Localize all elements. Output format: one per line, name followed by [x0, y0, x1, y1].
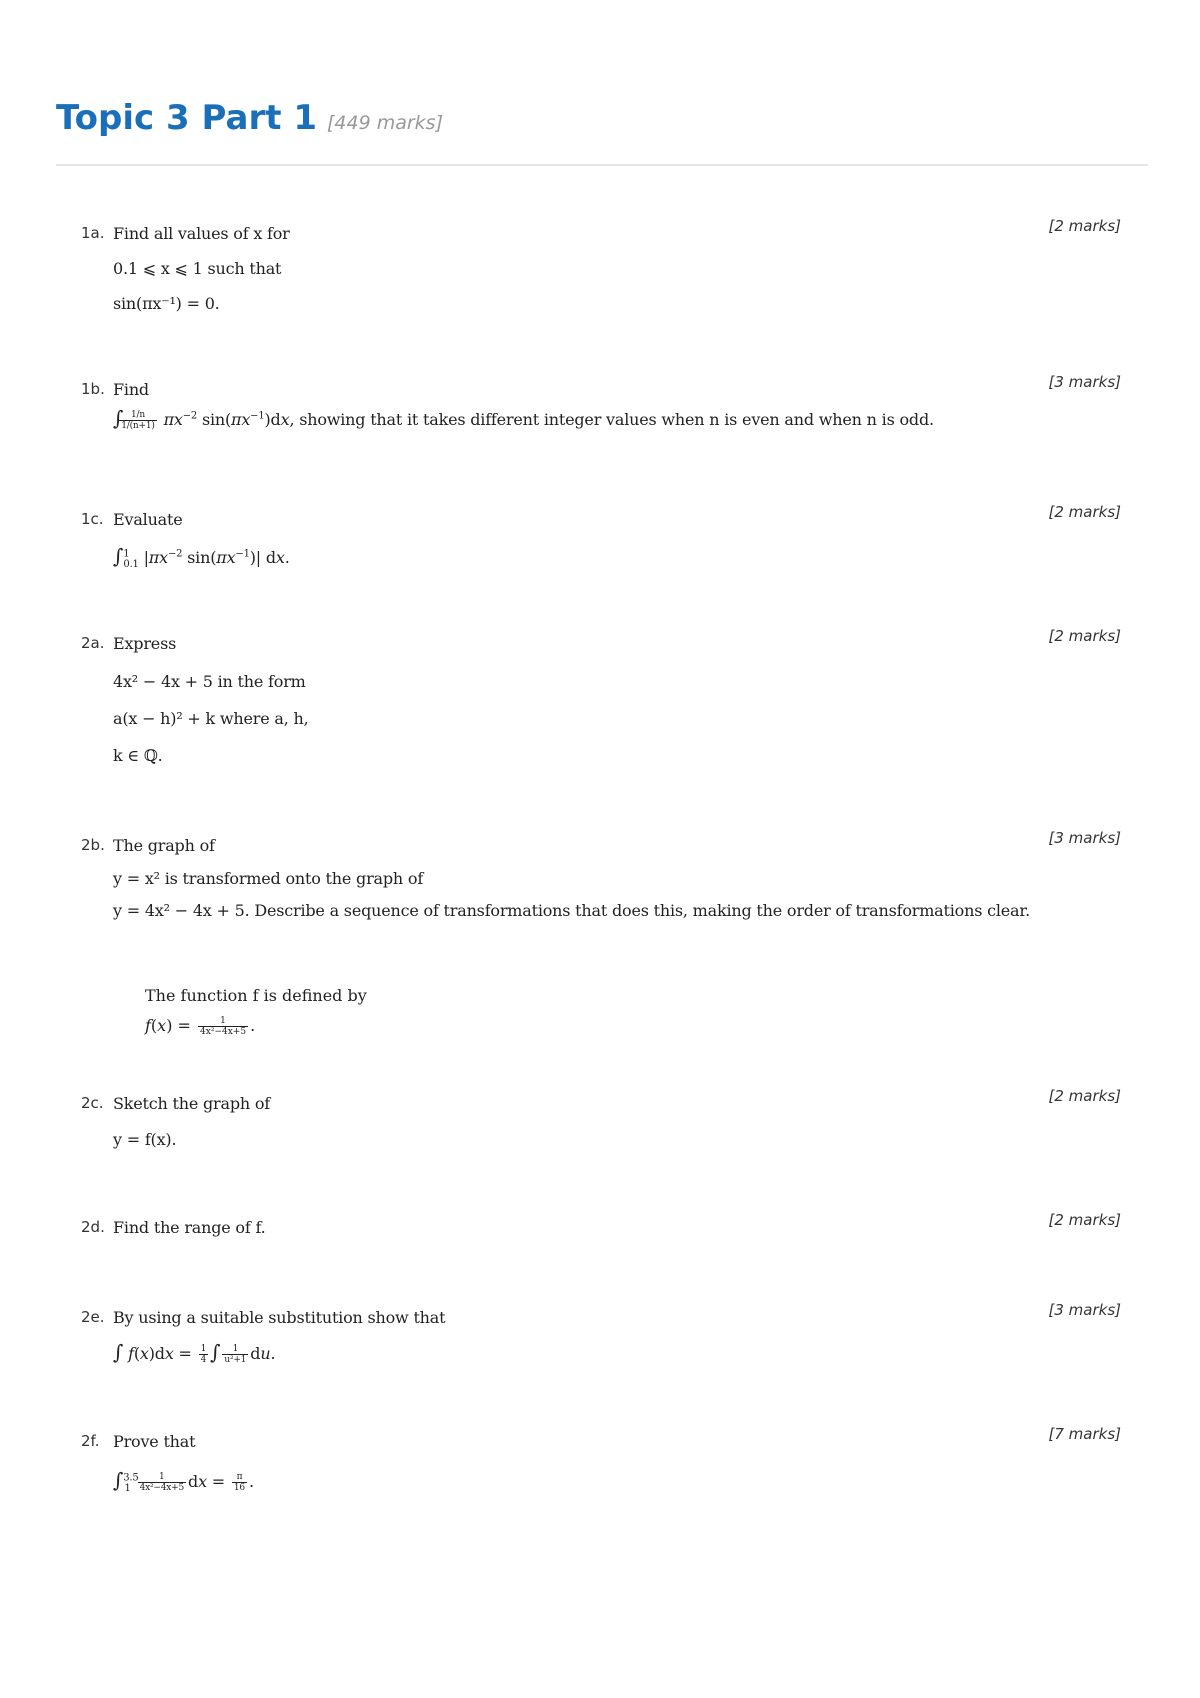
- question-formula: ∫$^{3.5}_1$ $\frac{1}{\text{4x²−4x+5}}$ dx = $\frac{\pi}{16}$ .: [113, 1468, 254, 1495]
- question-marks: [2 marks]: [1048, 503, 1121, 521]
- question-number: 1c.: [81, 510, 104, 528]
- question-marks: [3 marks]: [1048, 1301, 1121, 1319]
- question-text: y = x² is transformed onto the graph of: [113, 869, 424, 888]
- question-formula: ∫ $\frac{1/n}{1/(n+1)}$ $\pi x^{-2}$ $\sin(\pi x^{-1})dx$, showing that it takes different integer values when n is even and when n is odd.: [113, 406, 934, 431]
- question-marks: [2 marks]: [1048, 1211, 1121, 1229]
- question-formula: ∫$^1_{0.1}$ $|\pi x^{-2}$ $\sin(\pi x^{-1})|$ dx.: [113, 544, 290, 571]
- question-text: , showing that it takes different integer values when n is even and when n is odd.: [289, 410, 934, 429]
- question-marks: [7 marks]: [1048, 1425, 1121, 1443]
- header-divider: [56, 164, 1148, 166]
- question-text: Find: [113, 380, 149, 399]
- question-number: 1a.: [81, 224, 105, 242]
- question-marks: [2 marks]: [1048, 627, 1121, 645]
- question-text: 0.1 ⩽ x ⩽ 1 such that: [113, 259, 282, 278]
- stem-formula: f(x) = $\frac{1}{\text{4x²−4x+5}}$ .: [145, 1016, 256, 1037]
- question-formula: ∫ f(x)dx = $\frac{1}{4}$ ∫ $\frac{1}{\text{u²+1}}$ du.: [113, 1340, 276, 1365]
- question-number: 2e.: [81, 1308, 105, 1326]
- question-number: 2c.: [81, 1094, 104, 1112]
- question-stem: The function f is defined by: [145, 986, 367, 1005]
- question-text: Find all values of x for: [113, 224, 290, 243]
- page-title: Topic 3 Part 1: [56, 98, 317, 138]
- question-text: y = f(x).: [113, 1130, 177, 1149]
- question-text: The graph of: [113, 836, 215, 855]
- question-marks: [3 marks]: [1048, 829, 1121, 847]
- question-text: y = 4x² − 4x + 5. Describe a sequence of transformations that does this, making the order of transformations clear.: [113, 901, 1030, 920]
- question-text: sin(πx⁻¹) = 0.: [113, 294, 220, 313]
- question-text: Sketch the graph of: [113, 1094, 271, 1113]
- question-number: 2d.: [81, 1218, 105, 1236]
- question-number: 2f.: [81, 1432, 100, 1450]
- question-text: Express: [113, 634, 177, 653]
- question-marks: [2 marks]: [1048, 217, 1121, 235]
- question-text: Prove that: [113, 1432, 196, 1451]
- question-number: 1b.: [81, 380, 105, 398]
- question-text: By using a suitable substitution show that: [113, 1308, 446, 1327]
- question-number: 2b.: [81, 836, 105, 854]
- question-text: Find the range of f.: [113, 1218, 266, 1237]
- question-text: k ∈ ℚ.: [113, 746, 163, 765]
- question-text: Evaluate: [113, 510, 183, 529]
- page-header: [56, 98, 1148, 138]
- question-marks: [2 marks]: [1048, 1087, 1121, 1105]
- question-marks: [3 marks]: [1048, 373, 1121, 391]
- question-text: 4x² − 4x + 5 in the form: [113, 672, 306, 691]
- question-number: 2a.: [81, 634, 105, 652]
- question-text: a(x − h)² + k where a, h,: [113, 709, 309, 728]
- total-marks: [449 marks]: [326, 112, 443, 134]
